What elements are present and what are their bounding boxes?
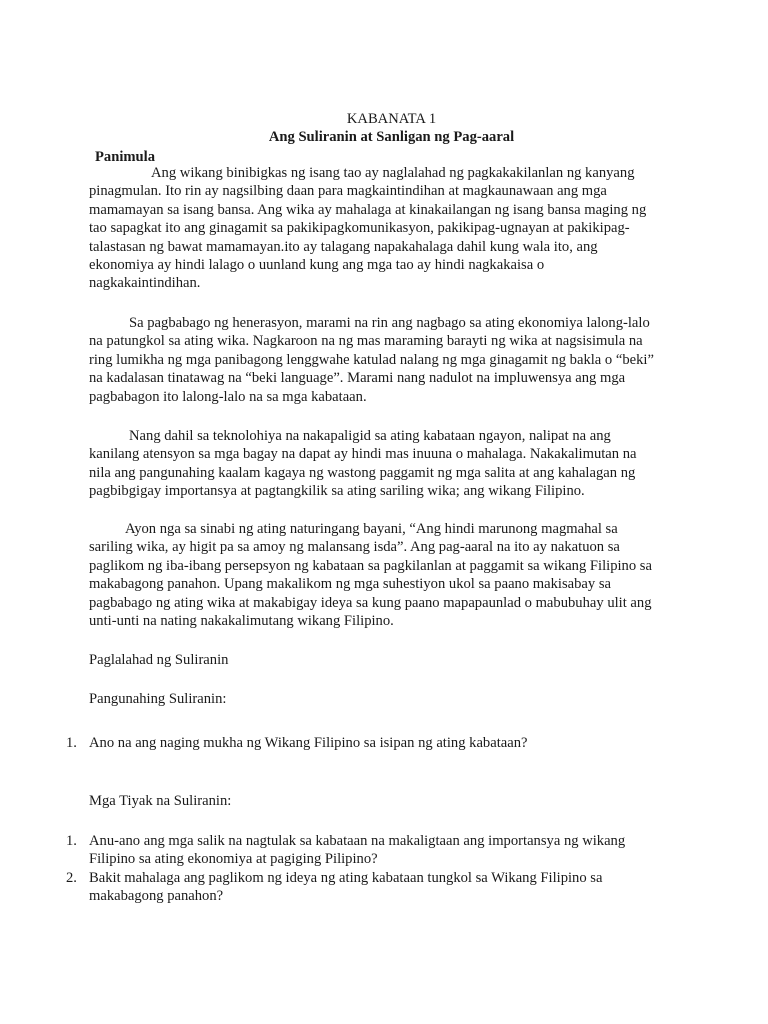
- paragraph-line: pagbibgigay importansya at pagtangkilik sa ating sariling wika; ang wikang Filipino.: [89, 483, 585, 500]
- paragraph-line: pagbabago ng ating wika at makabigay ideya sa kung paano mapapaunlad o mabubuhay ulit ang: [89, 594, 652, 611]
- list-item-text: Bakit mahalaga ang paglikom ng ideya ng ating kabataan tungkol sa Wikang Filipino sa: [89, 869, 603, 886]
- paragraph-line: nila ang pangunahing kaalam kagaya ng wastong paggamit ng mga salita at ang kahalagan ng: [89, 464, 636, 481]
- list-number: 1.: [66, 833, 77, 849]
- paragraph-line: mamamayan sa isang bansa. Ang wika ay mahalaga at kinakailangan ng isang bansa maging ng: [89, 201, 647, 218]
- paragraph-line: tao sapagkat ito ang ginagamit sa pakikipagkomunikasyon, pakikipag-ugnayan at pakikipag-: [89, 220, 630, 237]
- paragraph-3: [89, 427, 679, 501]
- paragraph-line: paglikom ng iba-ibang persepsyon ng kabataan sa pagkilanlan at paggamit sa wikang Filipino sa: [89, 557, 652, 574]
- list-item: [66, 869, 625, 906]
- list-item-text: Ano na ang naging mukha ng Wikang Filipino sa isipan ng ating kabataan?: [89, 735, 528, 751]
- paragraph-line: na patungkol sa ating wika. Nagkaroon na ng mas maraming barayti ng wika at nagsisimula na: [89, 333, 643, 350]
- list-item: [66, 734, 528, 752]
- specific-problem-list: [66, 832, 625, 906]
- paragraph-2: [89, 314, 679, 406]
- list-item-text: makabagong panahon?: [89, 888, 224, 905]
- paragraph-line: Nang dahil sa teknolohiya na nakapaligid sa ating kabataan ngayon, nalipat na ang: [129, 428, 611, 444]
- specific-problem-label: Mga Tiyak na Suliranin:: [89, 793, 232, 809]
- title-block: [0, 110, 768, 146]
- problem-statement-label: Paglalahad ng Suliranin: [89, 652, 229, 668]
- paragraph-1: [89, 164, 679, 293]
- paragraph-line: makabagong panahon. Upang makalikom ng mga suhestiyon ukol sa paano makisabay sa: [89, 576, 612, 593]
- list-number: 2.: [66, 869, 77, 886]
- chapter-label: KABANATA 1: [346, 111, 437, 127]
- paragraph-line: Ang wikang binibigkas ng isang tao ay naglalahad ng pagkakakilanlan ng kanyang: [151, 165, 635, 181]
- paragraph-line: pagbabagon ito lalong-lalo na sa mga kabataan.: [89, 388, 367, 405]
- paragraph-line: ring lumikha ng mga panibagong lenggwahe katulad nalang ng mga ginagamit ng bakla o “beki”: [89, 351, 654, 368]
- paragraph-line: pinagmulan. Ito rin ay nagsilbing daan para magkaintindihan at magkaunawaan ang mga: [89, 183, 607, 200]
- list-number: 1.: [66, 735, 77, 751]
- list-item-text: Filipino sa ating ekonomiya at pagiging Pilipino?: [89, 851, 378, 868]
- paragraph-line: kanilang atensyon sa mga bagay na dapat ay hindi mas inuuna o mahalaga. Nakakalimutan na: [89, 446, 637, 463]
- paragraph-line: Ayon nga sa sinabi ng ating naturingang bayani, “Ang hindi marunong magmahal sa: [125, 521, 618, 537]
- paragraph-line: sariling wika, ay higit pa sa amoy ng malansang isda”. Ang pag-aaral na ito ay nakatuon sa: [89, 539, 620, 556]
- paragraph-line: Sa pagbabago ng henerasyon, marami na rin ang nagbago sa ating ekonomiya lalong-lalo: [129, 315, 650, 331]
- main-problem-label: Pangunahing Suliranin:: [89, 691, 227, 707]
- main-problem-list: [66, 734, 528, 752]
- paragraph-line: nagkakaintindihan.: [89, 275, 201, 292]
- list-item: [66, 832, 625, 869]
- document-title: Ang Suliranin at Sanligan ng Pag-aaral: [268, 129, 515, 145]
- paragraph-line: talastasan ng bawat mamamayan.ito ay talagang napakahalaga dahil kung wala ito, ang: [89, 238, 598, 255]
- paragraph-line: unti-unti na nating nakakalimutang wikang Filipino.: [89, 613, 394, 630]
- paragraph-4: [89, 520, 679, 630]
- list-item-text: Anu-ano ang mga salik na nagtulak sa kabataan na makaligtaan ang importansya ng wikang: [89, 833, 626, 849]
- paragraph-line: ekonomiya ay hindi lalago o uunland kung ang mga tao ay hindi nagkakaisa o: [89, 257, 545, 274]
- section-heading: Panimula: [95, 149, 156, 165]
- paragraph-line: na kadalasan tinatawag na “beki language”. Marami nang nadulot na impluwensya ang mga: [89, 370, 626, 387]
